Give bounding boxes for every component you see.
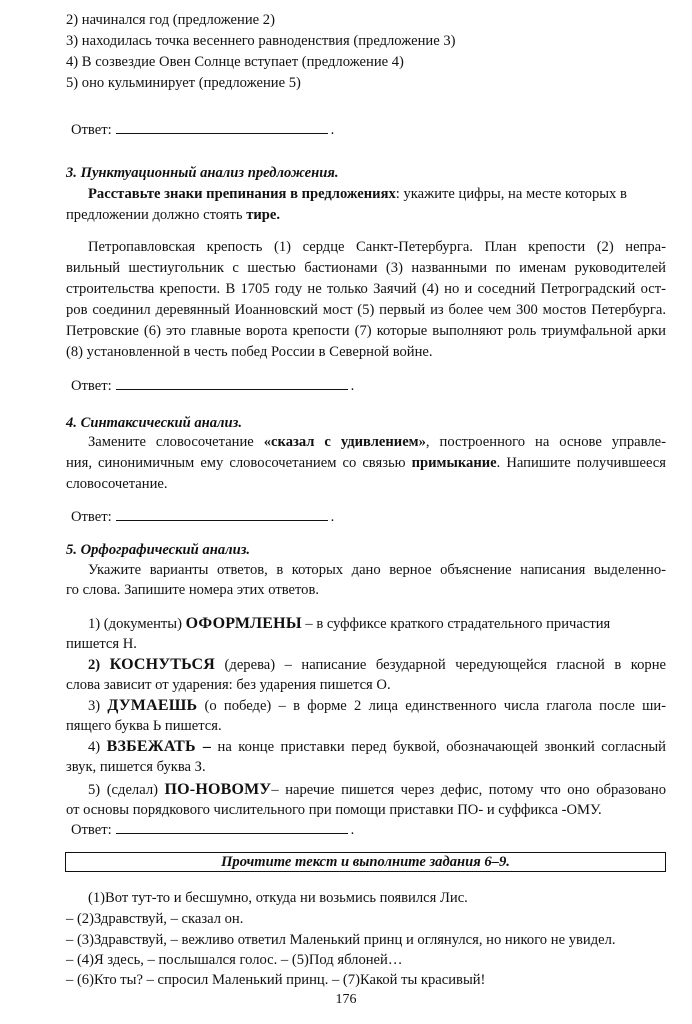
story-line: – (3)Здравствуй, – вежливо ответил Маленький принц и оглянулся, но никого не увидел. <box>66 932 616 948</box>
task5-heading: 5. Орфографический анализ. <box>66 542 251 558</box>
task5-instruction-line2: го слова. Запишите номера этих ответов. <box>66 582 320 598</box>
option-1-line2: пишется Н. <box>66 636 137 652</box>
list-item-3: 3) находилась точка весеннего равноденствия (предложение 3) <box>66 33 456 49</box>
option-5: 5) (сделал) ПО-НОВОМУ– наречие пишется через дефис, потому что оно образовано <box>88 781 666 798</box>
task4-line3: словосочетание. <box>66 476 168 492</box>
story-line: (1)Вот тут-то и бесшумно, откуда ни возьмись появился Лис. <box>88 890 468 906</box>
list-item-2: 2) начинался год (предложение 2) <box>66 12 275 28</box>
task3-heading: 3. Пунктуационный анализ предложения. <box>66 165 339 181</box>
task3-instruction: Расставьте знаки препинания в предложениях: укажите цифры, на месте которых в <box>88 186 627 202</box>
answer-row-1: Ответ: . <box>71 122 335 138</box>
story-line: – (6)Кто ты? – спросил Маленький принц. – (7)Какой ты красивый! <box>66 972 486 988</box>
option-5-line2: от основы порядкового числительного при помощи приставки ПО- и суффикса -ОМУ. <box>66 802 602 818</box>
option-3-line2: пящего буква Ь пишется. <box>66 718 222 734</box>
reading-task-banner: Прочтите текст и выполните задания 6–9. <box>65 852 666 872</box>
answer-label: Ответ: <box>71 378 112 394</box>
task3-text-line: (8) установленной в честь побед России в Северной войне. <box>66 344 433 360</box>
task4-line2: ния, синонимичным ему словосочетанием со связью примыкание. Напишите получившееся <box>66 455 667 471</box>
task3-text-line: Петровские (6) это главные ворота крепости (7) которые выполняют роль триумфальной арки <box>66 323 666 339</box>
task3-text-line: строительства крепости. В 1705 году не только Заячий (4) но и соседний Петроградский ост- <box>66 281 666 297</box>
list-item-4: 4) В созвездие Овен Солнце вступает (предложение 4) <box>66 54 404 70</box>
task3-text-line: ров соединил деревянный Иоанновский мост (5) первый из более чем 300 мостов Петербурга. <box>66 302 666 318</box>
option-2: 2) КОСНУТЬСЯ (дерева) – написание безударной чередующейся гласной в корне <box>88 656 666 673</box>
task3-text-line: вильный шестиугольник с шестью бастионами (3) названными по именам руководителей <box>66 260 666 276</box>
option-1: 1) (документы) ОФОРМЛЕНЫ – в суффиксе краткого страдательного причастия <box>88 615 611 632</box>
option-4-line2: звук, пишется буква З. <box>66 759 206 775</box>
answer-blank-3[interactable] <box>116 507 328 521</box>
option-3: 3) ДУМАЕШЬ (о победе) – в форме 2 лица единственного числа глагола после ши- <box>88 697 667 714</box>
task3-text-line: Петропавловская крепость (1) сердце Санкт-Петербурга. План крепости (2) непра- <box>88 239 666 255</box>
task4-heading: 4. Синтаксический анализ. <box>66 415 242 431</box>
answer-blank-1[interactable] <box>116 120 328 134</box>
list-item-5: 5) оно кульминирует (предложение 5) <box>66 75 301 91</box>
story-line: – (4)Я здесь, – послышался голос. – (5)Под яблоней… <box>66 952 403 968</box>
answer-row-3: Ответ: . <box>71 509 335 525</box>
answer-blank-4[interactable] <box>116 820 348 834</box>
page-number: 176 <box>335 992 357 1007</box>
answer-blank-2[interactable] <box>116 376 348 390</box>
option-4: 4) ВЗБЕЖАТЬ – на конце приставки перед буквой, обозначающей звонкий согласный <box>88 738 666 755</box>
answer-row-4: Ответ: . <box>71 822 355 838</box>
answer-label: Ответ: <box>71 122 112 138</box>
answer-label: Ответ: <box>71 509 112 525</box>
task4-line1: Замените словосочетание «сказал с удивлением», построенного на основе управле- <box>88 434 666 450</box>
answer-label: Ответ: <box>71 822 112 838</box>
task5-instruction: Укажите варианты ответов, в которых дано верное объяснение написания выделенно- <box>88 562 666 578</box>
option-2-line2: слова зависит от ударения: без ударения пишется О. <box>66 677 391 693</box>
story-line: – (2)Здравствуй, – сказал он. <box>66 911 244 927</box>
answer-row-2: Ответ: . <box>71 378 355 394</box>
task3-instruction-line2: предложении должно стоять тире. <box>66 207 281 223</box>
